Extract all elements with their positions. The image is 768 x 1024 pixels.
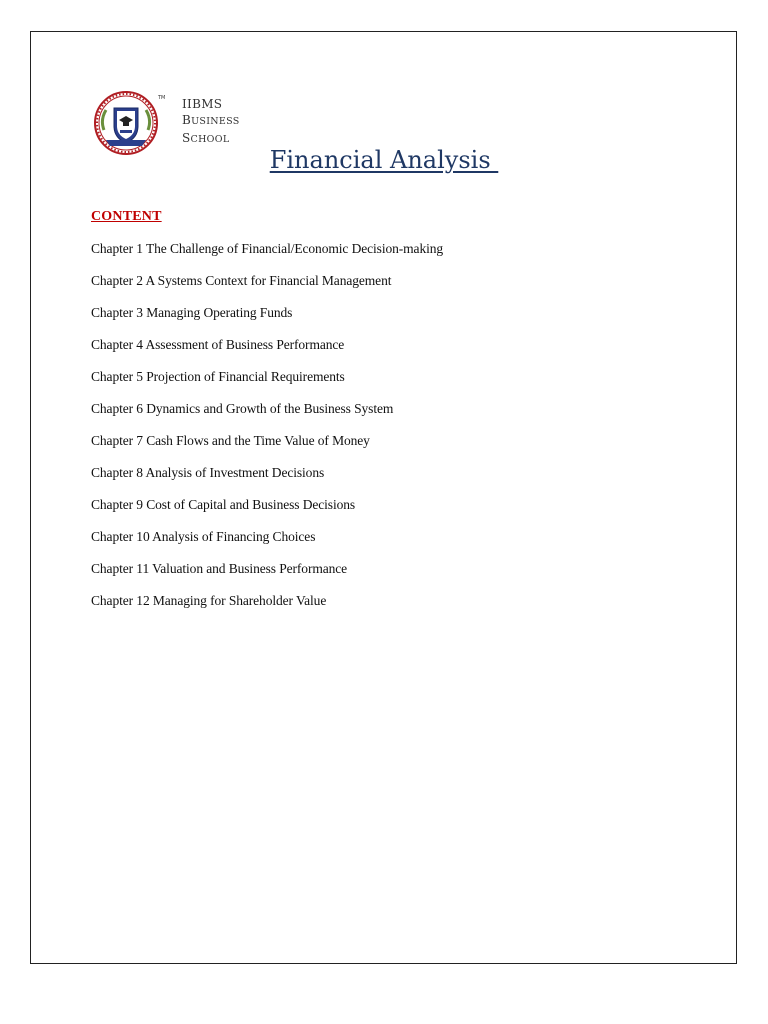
chapter-item: Chapter 9 Cost of Capital and Business Decisions	[91, 497, 356, 512]
chapter-item: Chapter 10 Analysis of Financing Choices	[91, 529, 316, 544]
chapter-item: Chapter 5 Projection of Financial Requirements	[91, 369, 345, 384]
chapter-item: Chapter 3 Managing Operating Funds	[91, 305, 293, 320]
school-name-line3-initial: S	[182, 131, 191, 145]
school-name	[182, 96, 240, 148]
chapter-item: Chapter 2 A Systems Context for Financial Management	[91, 273, 392, 288]
school-name-line1: IIBMS	[182, 97, 223, 111]
chapter-list	[91, 240, 443, 624]
chapter-item: Chapter 12 Managing for Shareholder Value	[91, 593, 327, 608]
chapter-item: Chapter 7 Cash Flows and the Time Value of Money	[91, 433, 370, 448]
chapter-item: Chapter 1 The Challenge of Financial/Economic Decision-making	[91, 241, 444, 256]
svg-text:TM: TM	[158, 95, 166, 101]
content-heading: CONTENT	[91, 209, 162, 224]
chapter-item: Chapter 4 Assessment of Business Performance	[91, 337, 345, 352]
school-name-line2-rest: USINESS	[191, 116, 240, 127]
chapter-item: Chapter 8 Analysis of Investment Decisions	[91, 465, 325, 480]
school-name-line3-rest: CHOOL	[190, 134, 230, 145]
school-name-line2-initial: B	[182, 113, 192, 127]
chapter-item: Chapter 6 Dynamics and Growth of the Business System	[91, 401, 394, 416]
chapter-item: Chapter 11 Valuation and Business Performance	[91, 561, 348, 576]
school-name-line2	[182, 112, 240, 130]
document-title: Financial Analysis	[269, 146, 499, 174]
